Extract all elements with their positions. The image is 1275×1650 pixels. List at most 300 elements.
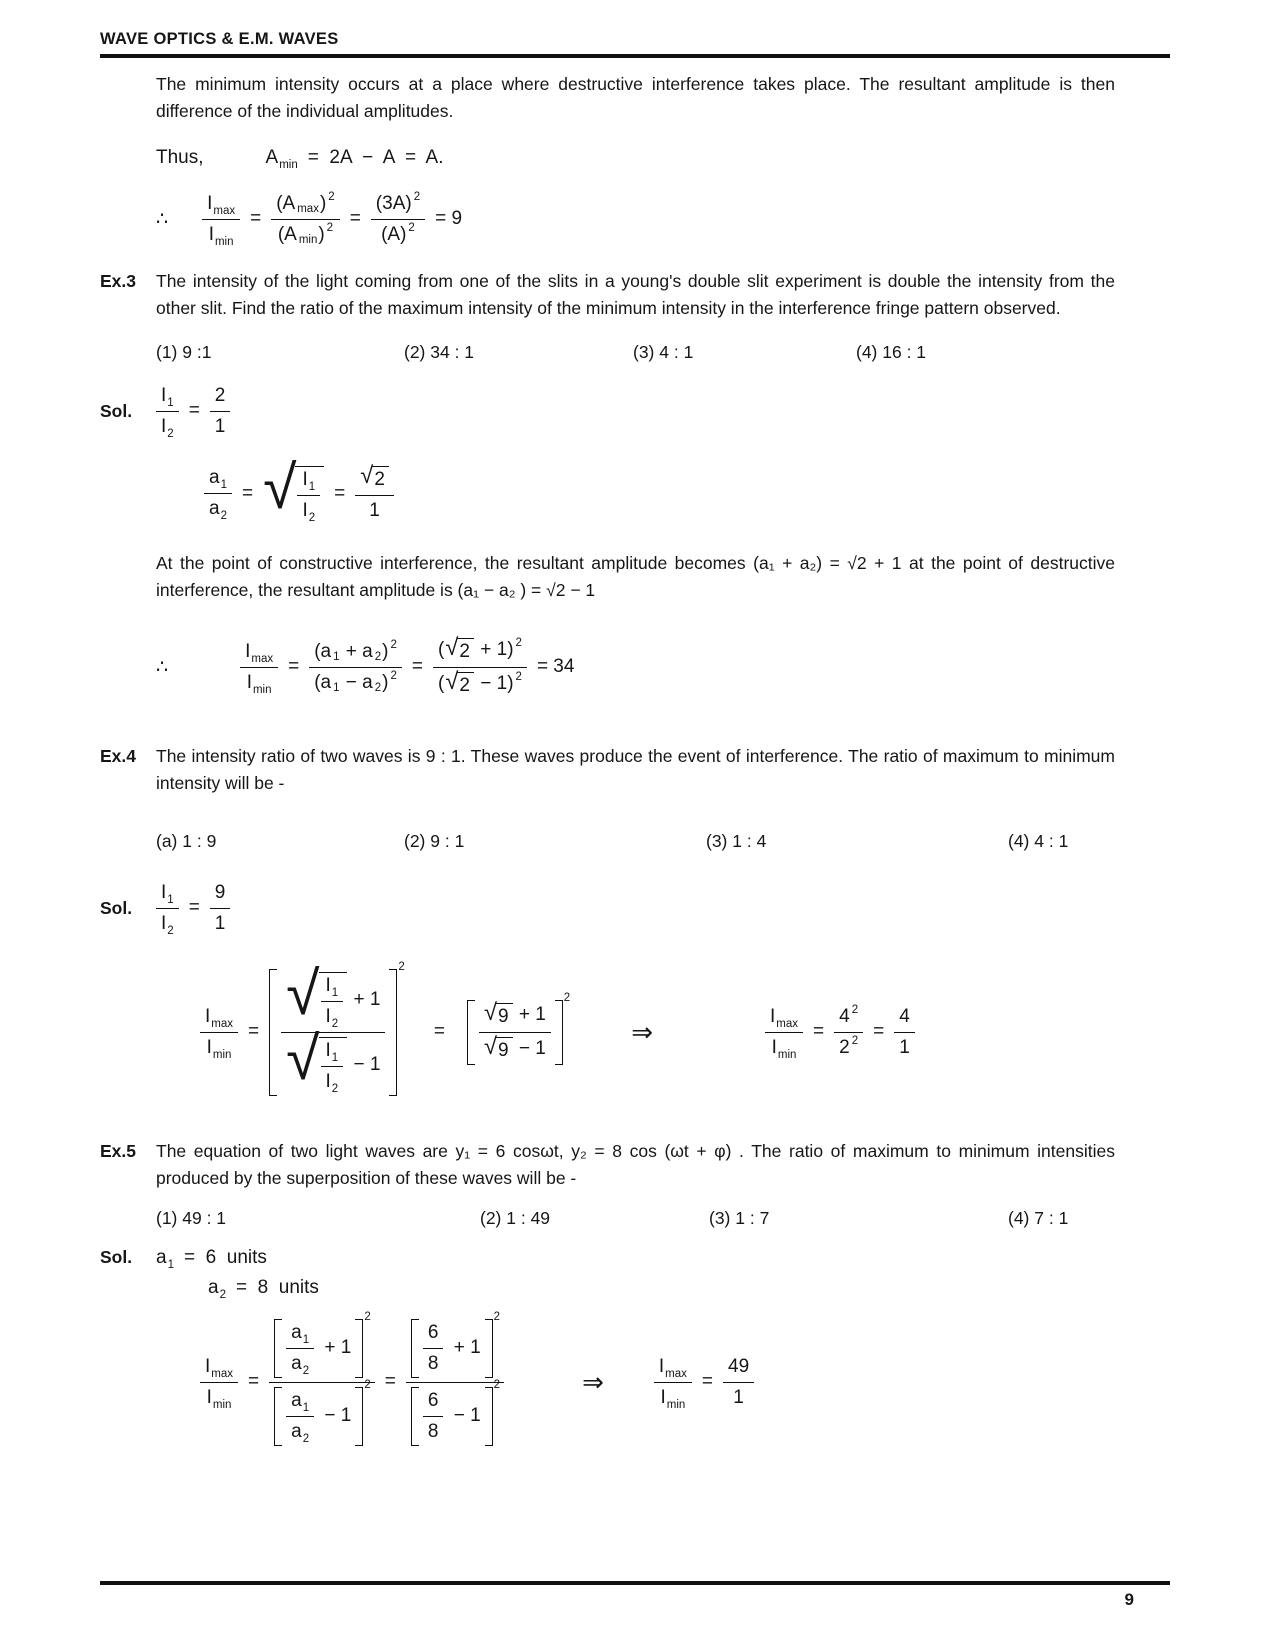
fraction-numerator xyxy=(423,1322,444,1349)
math-text: ( xyxy=(438,673,445,694)
math-subscript: 2 xyxy=(220,510,227,522)
example-3-explanation: At the point of constructive interference, the resultant amplitude becomes (a₁ + a₂) = √2 + 1 at the point of destructive interference, the resultant amplitude is (a₁ − a₂ ) = √2 − 1 xyxy=(156,552,1115,600)
math-text: 8 xyxy=(427,1352,439,1374)
math-superscript: 2 xyxy=(390,638,397,651)
math-fraction xyxy=(894,1006,915,1059)
math-sqrt xyxy=(445,633,474,663)
math-superscript: 2 xyxy=(326,221,334,234)
math-superscript: 2 xyxy=(515,671,522,683)
fraction-numerator xyxy=(210,882,231,909)
math-subscript: 2 xyxy=(167,924,174,937)
page-number: 9 xyxy=(1124,1590,1134,1609)
math-text: 1 xyxy=(733,1386,744,1408)
math-text: = 8 units xyxy=(235,1276,319,1298)
math-text: = 6 units xyxy=(183,1246,267,1268)
math-text: 4 xyxy=(899,1005,910,1027)
formula-a1-6-units xyxy=(156,1247,267,1269)
math-symbol: $a_2$ xyxy=(208,1276,226,1301)
fraction-denominator xyxy=(286,1417,314,1443)
math-text: ( xyxy=(438,639,445,660)
example-3-solution xyxy=(100,385,1115,438)
fraction-numerator xyxy=(156,385,179,412)
example-3-question: The intensity of the light coming from one of the slits in a young's double slit experiment is double the intensity from the other slit. Find the ratio of the maximum intensity of the minimum intensity in the interference fringe pattern observed. xyxy=(156,270,1115,318)
math-subscript: max xyxy=(251,652,274,665)
fraction-denominator xyxy=(156,412,179,438)
fraction-numerator xyxy=(479,998,551,1033)
math-symbol: $I_{max}$ xyxy=(207,192,236,217)
bracket-content xyxy=(478,1000,552,1065)
math-subscript: max xyxy=(211,1367,234,1380)
fraction-denominator xyxy=(423,1349,444,1375)
math-superscript: 2 xyxy=(328,190,335,203)
bracket-left xyxy=(467,1000,475,1065)
math-text: (3A) xyxy=(375,192,412,214)
formula-thus-amin xyxy=(156,147,1115,169)
math-symbol: $I_{min}$ xyxy=(660,1386,686,1411)
math-text: 4 xyxy=(839,1005,850,1027)
math-text: Thus, xyxy=(156,146,204,168)
math-symbol: $I_2$ xyxy=(161,912,174,937)
bracket-content xyxy=(285,1387,352,1446)
math-text: = xyxy=(288,656,300,677)
math-fraction xyxy=(200,1356,238,1409)
math-text: + 1 xyxy=(319,1337,352,1358)
bracket-right xyxy=(389,969,397,1096)
math-subscript: min xyxy=(666,1398,686,1411)
math-symbol: $A_{min}$ xyxy=(265,146,298,171)
math-text: = xyxy=(701,1371,713,1392)
math-text: (a xyxy=(314,640,332,662)
example-4-label: Ex.4 xyxy=(100,745,136,766)
radical-sign: √ xyxy=(445,667,459,695)
math-superscript: 2 xyxy=(413,190,421,203)
option-4: (4) 4 : 1 xyxy=(1008,830,1069,851)
math-fraction xyxy=(200,1006,238,1059)
math-fraction xyxy=(297,469,320,522)
math-text: = xyxy=(873,1021,885,1042)
option-1: (1) 9 :1 xyxy=(156,341,212,362)
fraction-denominator xyxy=(286,1349,314,1375)
math-text: = xyxy=(334,482,346,504)
math-text: = xyxy=(248,1371,260,1392)
option-4: (4) 16 : 1 xyxy=(856,341,927,362)
radicand xyxy=(457,638,474,663)
math-text: 8 xyxy=(427,1420,439,1442)
math-text: 1 xyxy=(899,1036,910,1058)
math-symbol: $I_{max}$ xyxy=(205,1355,234,1380)
math-subscript: min xyxy=(214,235,234,248)
math-symbol: $a_1$ xyxy=(156,1246,174,1271)
radical-sign: √ xyxy=(263,452,297,521)
fraction-numerator xyxy=(723,1356,754,1383)
math-subscript: 2 xyxy=(167,427,174,440)
radicand xyxy=(319,1037,348,1093)
math-symbol: $I_{max}$ xyxy=(245,640,274,665)
math-superscript: 2 xyxy=(364,1310,371,1323)
math-text: + 1 xyxy=(513,1004,546,1025)
bracket-right xyxy=(355,1387,363,1446)
math-text: = xyxy=(433,1021,445,1042)
fraction-denominator xyxy=(242,668,277,694)
fraction-numerator xyxy=(406,1310,504,1383)
math-fraction xyxy=(654,1356,692,1409)
example-5-label: Ex.5 xyxy=(100,1140,136,1161)
example-5 xyxy=(100,1138,1115,1192)
math-text: ) xyxy=(382,640,389,662)
math-fraction xyxy=(765,1006,803,1059)
math-text: − a xyxy=(340,671,373,693)
radicand xyxy=(319,972,348,1028)
option-3: (3) 1 : 4 xyxy=(706,830,767,851)
math-text: 49 xyxy=(728,1355,750,1377)
math-fraction xyxy=(156,385,179,438)
radicand xyxy=(496,1003,513,1028)
formula-i1-i2-9-1 xyxy=(156,882,230,935)
math-fraction xyxy=(423,1322,444,1375)
math-text: = 9 xyxy=(435,208,463,229)
math-subscript: min xyxy=(298,233,318,246)
math-symbol: $I_{max}$ xyxy=(658,1355,687,1380)
math-text: 2 xyxy=(839,1036,850,1058)
math-text: 6 xyxy=(427,1321,439,1343)
example-4-question: The intensity ratio of two waves is 9 : 1. These waves produce the event of interference. The ratio of maximum to minimum intensity will be - xyxy=(156,745,1115,793)
bracket-content xyxy=(280,958,386,1096)
math-text: − 1) xyxy=(474,673,514,694)
solution-label: Sol. xyxy=(100,897,133,918)
math-text: = 2A − A = A. xyxy=(307,146,444,168)
math-symbol: $a_1$ xyxy=(291,1321,310,1346)
math-bracket-group xyxy=(411,1378,501,1446)
fraction-numerator xyxy=(210,385,231,412)
math-subscript: min xyxy=(252,683,272,696)
fraction-denominator xyxy=(210,909,231,935)
bracket-content xyxy=(422,1387,482,1446)
math-fraction xyxy=(281,958,385,1095)
option-2: (2) 9 : 1 xyxy=(404,830,465,851)
math-text: 2 xyxy=(459,640,470,662)
radical-sign: √ xyxy=(286,958,320,1027)
math-sqrt xyxy=(360,461,389,491)
math-subscript: 1 xyxy=(302,1401,310,1414)
math-subscript: 1 xyxy=(167,396,174,409)
math-superscript: 2 xyxy=(390,669,397,682)
math-subscript: 1 xyxy=(167,893,174,906)
math-bracket-group xyxy=(269,958,405,1096)
radical-sign: √ xyxy=(445,633,459,661)
fraction-denominator xyxy=(406,1378,504,1446)
math-fraction xyxy=(355,461,394,522)
math-sqrt xyxy=(483,998,513,1028)
math-text: 2 xyxy=(214,384,226,406)
radicand xyxy=(457,672,474,697)
bracket-left xyxy=(269,969,277,1096)
fraction-denominator xyxy=(728,1383,749,1409)
math-subscript: 2 xyxy=(374,681,382,694)
bracket-left xyxy=(411,1319,419,1378)
math-fraction xyxy=(240,641,278,694)
example-3 xyxy=(100,268,1115,322)
math-symbol: $I_{min}$ xyxy=(246,671,272,696)
radicand xyxy=(372,466,389,491)
math-text: 9 xyxy=(497,1005,509,1027)
example-3-options-row xyxy=(156,342,1115,363)
math-bracket-group xyxy=(467,991,571,1065)
bracket-content xyxy=(422,1319,482,1378)
formula-i1-i2-ratio xyxy=(156,385,230,438)
math-fraction xyxy=(271,190,339,246)
header-rule xyxy=(100,54,1170,58)
fraction-denominator xyxy=(156,909,179,935)
bracket-left xyxy=(274,1387,282,1446)
bracket-content xyxy=(285,1319,352,1378)
math-symbol: $I_1$ xyxy=(161,384,174,409)
math-symbol: $I_1$ xyxy=(161,881,174,906)
math-subscript: min xyxy=(279,158,298,171)
fraction-denominator xyxy=(655,1383,690,1409)
radical-sign: √ xyxy=(483,998,497,1026)
option-2: (2) 34 : 1 xyxy=(404,341,475,362)
math-text: + a xyxy=(340,640,373,662)
math-text: = xyxy=(384,1371,396,1392)
math-superscript: 2 xyxy=(408,221,415,234)
math-subscript: max xyxy=(776,1017,799,1030)
math-bracket-group xyxy=(274,1310,371,1378)
math-subscript: min xyxy=(777,1048,797,1061)
math-superscript: 2 xyxy=(493,1310,501,1323)
math-subscript: min xyxy=(212,1398,232,1411)
solution-label: Sol. xyxy=(100,400,133,421)
fraction-numerator xyxy=(286,1390,314,1417)
math-text: ) xyxy=(319,192,327,214)
math-symbol: $I_1$ xyxy=(325,1039,339,1064)
math-text: ) xyxy=(382,671,389,693)
math-fraction xyxy=(286,1390,314,1443)
fraction-denominator xyxy=(204,494,232,520)
bracket-left xyxy=(411,1387,419,1446)
math-fraction xyxy=(321,975,344,1028)
radical-sign: √ xyxy=(286,1023,320,1092)
math-text: ∴ xyxy=(156,656,169,678)
fraction-numerator xyxy=(297,469,320,496)
math-fraction xyxy=(210,882,231,935)
math-bracket-group xyxy=(274,1378,371,1446)
page-header xyxy=(100,30,1115,58)
math-fraction xyxy=(479,998,551,1062)
radicand xyxy=(295,466,324,522)
math-text: + 1 xyxy=(348,988,381,1010)
bracket-left xyxy=(274,1319,282,1378)
math-text: = 34 xyxy=(536,656,575,677)
fraction-denominator xyxy=(204,220,239,246)
math-sqrt xyxy=(286,958,347,1030)
math-fraction xyxy=(834,1003,863,1059)
option-1: (a) 1 : 9 xyxy=(156,830,217,851)
math-text: 9 xyxy=(214,881,226,903)
fraction-numerator xyxy=(269,1310,375,1383)
math-text: = xyxy=(813,1021,825,1042)
math-text: (A xyxy=(277,223,297,245)
math-fraction xyxy=(321,1040,344,1093)
math-subscript: 1 xyxy=(167,1258,174,1271)
math-text: 2 xyxy=(459,674,470,696)
math-subscript: 1 xyxy=(308,480,316,493)
solution-label: Sol. xyxy=(100,1247,133,1267)
fraction-numerator xyxy=(156,882,179,909)
math-symbol: $I_{max}$ xyxy=(770,1005,799,1030)
footer-rule xyxy=(100,1581,1170,1585)
math-fraction xyxy=(269,1310,375,1446)
math-fraction xyxy=(286,1322,314,1375)
fraction-denominator xyxy=(433,668,527,697)
radical-sign: √ xyxy=(360,461,374,489)
math-fraction xyxy=(723,1356,754,1409)
example-3-label: Ex.3 xyxy=(100,270,136,291)
fraction-denominator xyxy=(834,1033,863,1059)
fraction-numerator xyxy=(200,1356,238,1383)
fraction-denominator xyxy=(202,1383,237,1409)
option-4: (4) 7 : 1 xyxy=(1008,1207,1069,1228)
math-sqrt xyxy=(286,1023,347,1095)
math-text: = xyxy=(248,1021,260,1042)
math-subscript: 1 xyxy=(331,1051,339,1064)
math-fraction xyxy=(156,882,179,935)
math-superscript: 2 xyxy=(364,1378,371,1391)
math-subscript: max xyxy=(213,204,236,217)
bracket-right xyxy=(555,1000,563,1065)
example-5-solution xyxy=(100,1247,1115,1269)
fraction-denominator xyxy=(364,496,385,522)
fraction-denominator xyxy=(297,496,320,522)
fraction-denominator xyxy=(321,1002,344,1028)
math-symbol: $I_{min}$ xyxy=(206,1386,232,1411)
math-text: = xyxy=(241,482,254,504)
fraction-denominator xyxy=(281,1023,385,1095)
math-symbol: $a_2$ xyxy=(209,498,227,522)
formula-a2-8-units xyxy=(208,1277,1115,1299)
fraction-denominator xyxy=(202,1033,237,1059)
fraction-denominator xyxy=(309,668,402,694)
math-text: + 1 xyxy=(448,1337,481,1358)
fraction-denominator xyxy=(376,220,420,246)
math-text: = xyxy=(250,208,262,229)
fraction-numerator xyxy=(202,193,240,220)
math-text: (A) xyxy=(381,223,407,245)
math-fraction xyxy=(309,638,402,694)
fraction-numerator xyxy=(309,638,402,668)
math-subscript: max xyxy=(665,1367,687,1380)
fraction-numerator xyxy=(433,633,527,668)
example-5-question: The equation of two light waves are y₁ = 6 cosωt, y₂ = 8 cos (ωt + φ) . The ratio of maximum to minimum intensities produced by the superposition of these waves will be - xyxy=(156,1140,1115,1188)
math-text: − 1 xyxy=(448,1405,481,1426)
fraction-numerator xyxy=(321,975,344,1002)
fraction-denominator xyxy=(894,1033,915,1059)
fraction-numerator xyxy=(371,190,425,220)
formula-imax-imin-49-1 xyxy=(200,1310,1115,1446)
math-text: 1 xyxy=(214,912,226,934)
math-subscript: 1 xyxy=(220,479,227,491)
math-fraction xyxy=(406,1310,504,1446)
math-symbol: $I_{min}$ xyxy=(206,1036,232,1061)
radical-sign: √ xyxy=(483,1032,497,1060)
bracket-right xyxy=(485,1387,493,1446)
math-symbol: $I_2$ xyxy=(325,1070,339,1095)
math-text: (a xyxy=(314,671,332,693)
formula-a1-a2-sqrt xyxy=(204,452,1115,524)
math-fraction xyxy=(371,190,425,246)
math-bracket-group xyxy=(411,1310,501,1378)
math-text: = xyxy=(411,656,424,677)
example-4 xyxy=(100,743,1115,797)
math-text: + 1) xyxy=(474,639,514,660)
math-superscript: 2 xyxy=(563,991,571,1004)
fraction-numerator xyxy=(654,1356,692,1383)
math-text: − 1 xyxy=(348,1053,381,1075)
math-subscript: 2 xyxy=(308,511,316,524)
math-text: 6 xyxy=(427,1389,439,1411)
option-3: (3) 1 : 7 xyxy=(709,1207,770,1228)
math-subscript: 2 xyxy=(302,1432,310,1445)
math-sqrt xyxy=(445,667,474,697)
math-text: − 1 xyxy=(513,1038,546,1059)
math-text: 2 xyxy=(374,468,385,490)
header-title: WAVE OPTICS & E.M. WAVES xyxy=(100,30,339,48)
math-text: − 1 xyxy=(319,1405,352,1426)
fraction-numerator xyxy=(204,467,232,494)
example-4-options-row xyxy=(156,831,1115,852)
page-footer xyxy=(100,1581,1170,1610)
fraction-numerator xyxy=(423,1390,444,1417)
math-text: 1 xyxy=(369,499,380,521)
math-text: = xyxy=(188,897,200,918)
math-subscript: 2 xyxy=(219,1288,226,1301)
intro-paragraph: The minimum intensity occurs at a place where destructive interference takes place. The resultant amplitude is then difference of the individual amplitudes. xyxy=(156,73,1115,121)
math-fraction xyxy=(202,193,240,246)
math-subscript: 2 xyxy=(331,1017,339,1030)
radicand xyxy=(496,1037,513,1062)
math-superscript: 2 xyxy=(493,1378,501,1391)
math-symbol: $a_2$ xyxy=(291,1420,310,1445)
fraction-numerator xyxy=(286,1322,314,1349)
bracket-right xyxy=(485,1319,493,1378)
formula-imax-imin-34 xyxy=(156,633,1115,697)
fraction-numerator xyxy=(834,1003,863,1033)
math-symbol: $a_1$ xyxy=(291,1389,310,1414)
math-subscript: 1 xyxy=(333,650,340,663)
fraction-denominator xyxy=(269,1378,375,1446)
math-symbol: $I_2$ xyxy=(325,1005,339,1030)
math-sqrt xyxy=(263,452,324,524)
math-text: = xyxy=(188,400,200,421)
implies-arrow-icon: ⇒ xyxy=(631,1016,653,1047)
math-subscript: max xyxy=(211,1017,234,1030)
fraction-denominator xyxy=(767,1033,802,1059)
fraction-numerator xyxy=(271,190,339,220)
math-symbol: $I_2$ xyxy=(161,415,174,440)
math-subscript: min xyxy=(212,1048,232,1061)
example-5-options-row xyxy=(156,1208,1115,1229)
math-fraction xyxy=(433,633,527,697)
math-fraction xyxy=(204,467,232,520)
math-fraction xyxy=(210,385,231,438)
fraction-denominator xyxy=(479,1033,551,1062)
fraction-numerator xyxy=(200,1006,238,1033)
fraction-denominator xyxy=(273,220,338,246)
math-subscript: max xyxy=(297,202,319,215)
math-superscript: 2 xyxy=(398,960,405,973)
math-text: = xyxy=(349,208,361,229)
fraction-denominator xyxy=(423,1417,444,1443)
math-subscript: 2 xyxy=(331,1082,339,1095)
